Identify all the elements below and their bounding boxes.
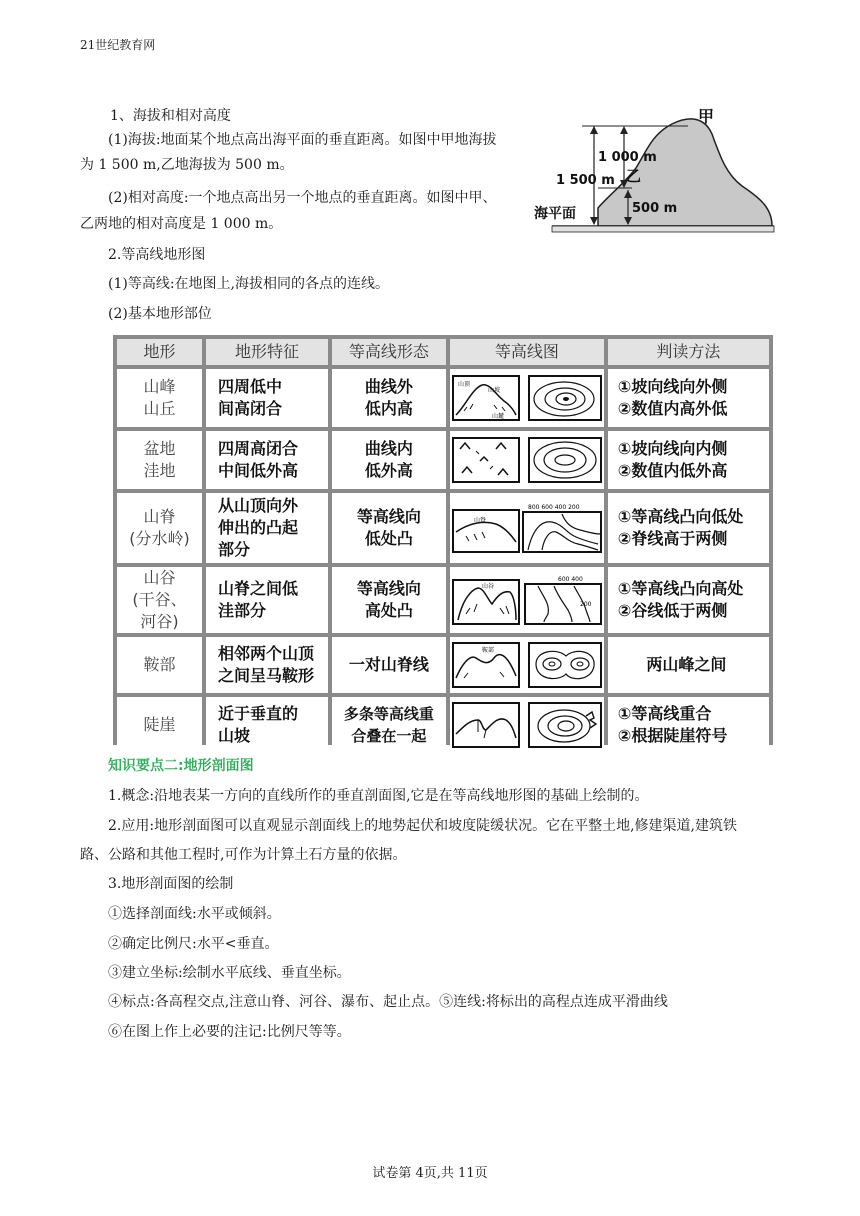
table-row [117,567,769,633]
saddle-sketch-icon [452,642,520,688]
contour-map-cell [450,567,604,633]
terrain-feature: 山脊之间低 洼部分 [206,567,328,633]
basin-sketch-icon [452,437,520,483]
paragraph-terrain-parts: (2)基本地形部位 [108,306,212,322]
altitude-diagram [528,104,776,236]
contour-map-cell [450,493,604,563]
label-500: 500 m [632,201,678,216]
paragraph-contour-def: (1)等高线:在地图上,海拔相同的各点的连线。 [108,276,389,292]
reading-method: ①等高线凸向高处 ②谷线低于两侧 [608,567,769,633]
svg-text:600 400: 600 400 [557,576,583,583]
paragraph-profile-draw: 3.地形剖面图的绘制 [108,876,234,892]
section-title-contour: 2.等高线地形图 [108,247,206,263]
contour-shape: 多条等高线重 合叠在一起 [332,697,446,753]
peak-sketch-icon [452,375,520,421]
terrain-name: 山峰 山丘 [117,369,202,427]
saddle-contour-icon [528,642,602,688]
reading-method: 两山峰之间 [608,637,769,693]
ridge-contour-icon [522,502,602,554]
site-header: 21世纪教育网 [80,38,156,52]
table-row [117,637,769,693]
basin-contour-icon [528,437,602,483]
section-title-altitude: 1、海拔和相对高度 [110,108,231,124]
svg-text:200: 200 [579,601,592,608]
paragraph-profile-concept: 1.概念:沿地表某一方向的直线所作的垂直剖面图,它是在等高线地形图的基础上绘制的。 [108,788,649,804]
table-row [117,369,769,427]
peak-contour-icon [528,375,602,421]
contour-shape: 一对山脊线 [332,637,446,693]
label-1500: 1 500 m [556,173,615,188]
terrain-name: 山谷 (干谷、 河谷) [117,567,202,633]
table-row [117,697,769,753]
reading-method: ①等高线凸向低处 ②脊线高于两侧 [608,493,769,563]
header-shape: 等高线形态 [332,339,446,365]
table-row [117,493,769,563]
header-map: 等高线图 [450,339,604,365]
cliff-sketch-icon [452,702,520,748]
cliff-contour-icon [528,702,602,748]
header-terrain: 地形 [117,339,202,365]
contour-shape: 等高线向 低处凸 [332,493,446,563]
svg-text:鞍部: 鞍部 [481,647,494,654]
paragraph-relative-2: 乙两地的相对高度是 1 000 m。 [80,216,283,232]
svg-text:山脊: 山脊 [473,517,486,524]
paragraph-profile-use-1: 2.应用:地形剖面图可以直观显示剖面线上的地势起伏和坡度陡缓状况。它在平整土地,修建渠道,建筑铁 [108,818,737,834]
step-6: ⑥在图上作上必要的注记:比例尺等等。 [108,1024,351,1040]
svg-text:山谷: 山谷 [481,583,494,590]
terrain-table [113,335,773,745]
section-title-profile: 知识要点二:地形剖面图 [108,758,254,774]
table-row [117,431,769,489]
paragraph-altitude-1: (1)海拔:地面某个地点高出海平面的垂直距离。如图中甲地海拔 [108,132,497,148]
terrain-name: 陡崖 [117,697,202,753]
contour-shape: 等高线向 高处凸 [332,567,446,633]
valley-contour-icon [524,574,602,626]
svg-text:800 600 400 200: 800 600 400 200 [527,504,580,511]
reading-method: ①坡向线向内侧 ②数值内低外高 [608,431,769,489]
terrain-feature: 四周高闭合 中间低外高 [206,431,328,489]
terrain-feature: 相邻两个山顶 之间呈马鞍形 [206,637,328,693]
label-1000: 1 000 m [598,150,657,165]
valley-sketch-icon [452,574,520,626]
step-2: ②确定比例尺:水平<垂直。 [108,936,279,952]
header-feature: 地形特征 [206,339,328,365]
terrain-name: 山脊 (分水岭) [117,493,202,563]
ground-strip [552,226,774,232]
contour-shape: 曲线内 低外高 [332,431,446,489]
svg-text:山坡: 山坡 [487,387,500,394]
step-1: ①选择剖面线:水平或倾斜。 [108,906,281,922]
paragraph-altitude-2: 为 1 500 m,乙地海拔为 500 m。 [80,157,294,173]
step-3: ③建立坐标:绘制水平底线、垂直坐标。 [108,965,351,981]
paragraph-relative-1: (2)相对高度:一个地点高出另一个地点的垂直距离。如图中甲、 [108,190,497,206]
reading-method: ①坡向线向外侧 ②数值内高外低 [608,369,769,427]
page-footer: 试卷第 4页,共 11页 [372,1166,488,1181]
terrain-feature: 从山顶向外 伸出的凸起 部分 [206,493,328,563]
paragraph-profile-use-2: 路、公路和其他工程时,可作为计算土石方量的依据。 [80,847,407,863]
header-method: 判读方法 [608,339,769,365]
contour-map-cell [450,431,604,489]
peak-label: 甲 [698,107,715,126]
svg-text:山顶: 山顶 [457,381,470,388]
point-label: 乙 [626,167,642,185]
terrain-name: 鞍部 [117,637,202,693]
contour-map-cell [450,369,604,427]
reading-method: ①等高线重合 ②根据陡崖符号 [608,697,769,753]
contour-map-cell [450,697,604,753]
contour-shape: 曲线外 低内高 [332,369,446,427]
table-header-row [117,339,769,365]
sea-level-label: 海平面 [534,206,576,222]
terrain-feature: 四周低中 间高闭合 [206,369,328,427]
ridge-sketch-icon [452,502,520,554]
step-4-5: ④标点:各高程交点,注意山脊、河谷、瀑布、起止点。⑤连线:将标出的高程点连成平滑曲线 [108,994,668,1010]
terrain-feature: 近于垂直的 山坡 [206,697,328,753]
svg-text:山麓: 山麓 [491,413,504,420]
terrain-name: 盆地 洼地 [117,431,202,489]
contour-map-cell [450,637,604,693]
